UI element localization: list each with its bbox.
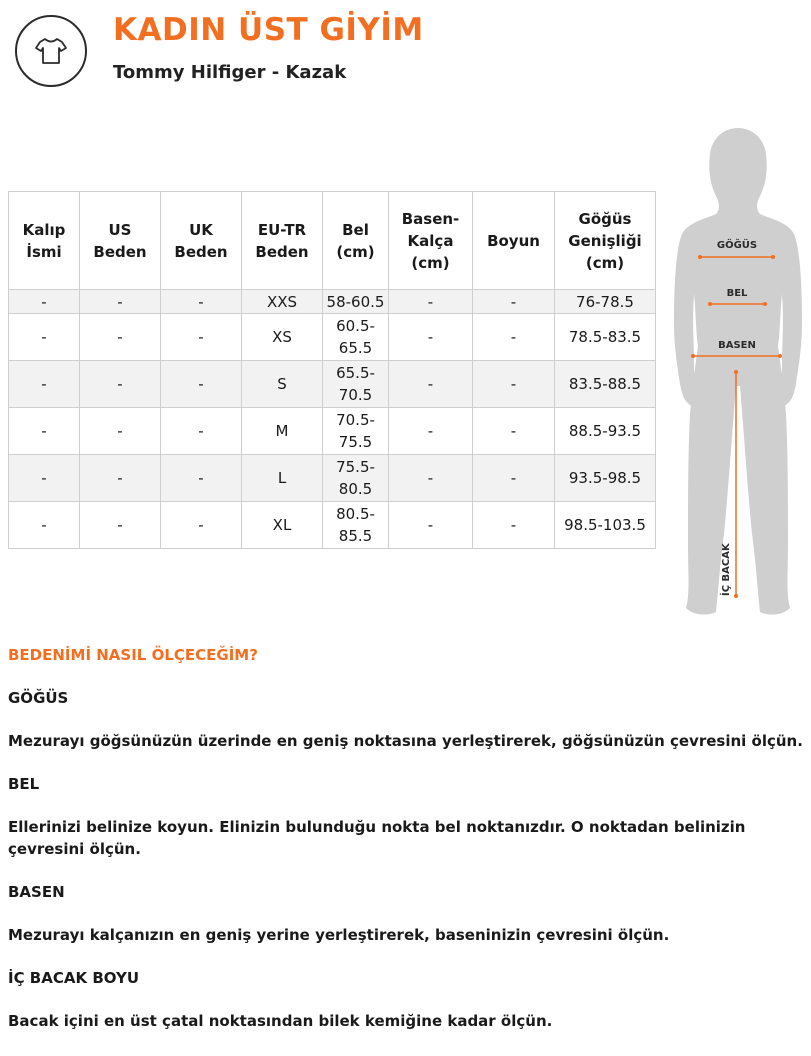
table-cell: XS <box>242 314 323 361</box>
inseam-section-title: İÇ BACAK BOYU <box>8 969 140 987</box>
table-cell: 83.5-88.5 <box>555 361 656 408</box>
column-header: Boyun <box>473 192 555 290</box>
table-cell: 60.5-65.5 <box>323 314 389 361</box>
body-silhouette <box>674 128 802 615</box>
category-logo <box>15 15 87 87</box>
table-cell: 65.5-70.5 <box>323 361 389 408</box>
chest-label: GÖĞÜS <box>716 240 758 251</box>
table-cell: - <box>9 314 80 361</box>
table-cell: - <box>9 408 80 455</box>
table-cell: - <box>80 408 161 455</box>
table-cell: - <box>389 455 473 502</box>
column-header: Bel (cm) <box>323 192 389 290</box>
table-row <box>9 408 656 455</box>
table-cell: - <box>9 502 80 549</box>
table-cell: - <box>161 314 242 361</box>
table-header-row <box>9 192 656 290</box>
waist-label: BEL <box>726 288 748 299</box>
table-cell: - <box>80 455 161 502</box>
table-cell: - <box>161 290 242 314</box>
table-cell: 58-60.5 <box>323 290 389 314</box>
chest-section-title: GÖĞÜS <box>8 689 69 707</box>
table-cell: L <box>242 455 323 502</box>
guide-heading: BEDENİMİ NASIL ÖLÇECEĞİM? <box>8 646 258 664</box>
table-cell: 98.5-103.5 <box>555 502 656 549</box>
table-cell: - <box>389 290 473 314</box>
table-cell: - <box>473 455 555 502</box>
column-header: UK Beden <box>161 192 242 290</box>
table-cell: 93.5-98.5 <box>555 455 656 502</box>
column-header: US Beden <box>80 192 161 290</box>
table-cell: 70.5-75.5 <box>323 408 389 455</box>
table-cell: - <box>80 314 161 361</box>
table-cell: - <box>473 502 555 549</box>
size-table <box>8 191 656 549</box>
table-cell: - <box>473 290 555 314</box>
table-cell: - <box>161 455 242 502</box>
table-row <box>9 314 656 361</box>
hip-label: BASEN <box>718 340 756 351</box>
table-row <box>9 290 656 314</box>
table-cell: - <box>9 455 80 502</box>
table-row <box>9 361 656 408</box>
chest-section-text: Mezurayı göğsünüzün üzerinde en geniş noktasına yerleştirerek, göğsünüzün çevresini ölçün. <box>8 732 803 750</box>
table-cell: - <box>473 408 555 455</box>
table-cell: - <box>161 408 242 455</box>
table-cell: - <box>389 502 473 549</box>
table-cell: - <box>80 290 161 314</box>
table-cell: - <box>389 314 473 361</box>
column-header: EU-TR Beden <box>242 192 323 290</box>
table-cell: M <box>242 408 323 455</box>
page-title: KADIN ÜST GİYİM <box>113 12 424 48</box>
table-cell: 80.5-85.5 <box>323 502 389 549</box>
table-cell: - <box>473 361 555 408</box>
table-cell: 88.5-93.5 <box>555 408 656 455</box>
table-cell: - <box>80 361 161 408</box>
column-header: Basen-Kalça (cm) <box>389 192 473 290</box>
tshirt-icon <box>34 34 68 68</box>
table-cell: S <box>242 361 323 408</box>
measurement-guide <box>8 644 803 1032</box>
table-cell: - <box>389 408 473 455</box>
table-cell: 78.5-83.5 <box>555 314 656 361</box>
table-cell: - <box>473 314 555 361</box>
inseam-section-text: Bacak içini en üst çatal noktasından bilek kemiğine kadar ölçün. <box>8 1012 553 1030</box>
waist-section-text: Ellerinizi belinize koyun. Elinizin bulunduğu nokta bel noktanızdır. O noktadan belinizin çevresini ölçün. <box>8 818 746 858</box>
column-header: Göğüs Genişliği (cm) <box>555 192 656 290</box>
table-cell: - <box>80 502 161 549</box>
waist-section-title: BEL <box>8 775 40 793</box>
column-header: Kalıp İsmi <box>9 192 80 290</box>
table-cell: - <box>161 502 242 549</box>
table-cell: - <box>389 361 473 408</box>
table-row <box>9 455 656 502</box>
body-measurement-figure <box>668 124 808 620</box>
table-cell: - <box>161 361 242 408</box>
table-cell: XL <box>242 502 323 549</box>
table-cell: 75.5-80.5 <box>323 455 389 502</box>
inseam-label: İÇ BACAK <box>721 543 732 596</box>
table-row <box>9 502 656 549</box>
hip-section-title: BASEN <box>8 883 65 901</box>
hip-section-text: Mezurayı kalçanızın en geniş yerine yerleştirerek, baseninizin çevresini ölçün. <box>8 926 670 944</box>
page-subtitle: Tommy Hilfiger - Kazak <box>113 62 347 83</box>
table-cell: XXS <box>242 290 323 314</box>
table-cell: 76-78.5 <box>555 290 656 314</box>
table-cell: - <box>9 290 80 314</box>
table-cell: - <box>9 361 80 408</box>
